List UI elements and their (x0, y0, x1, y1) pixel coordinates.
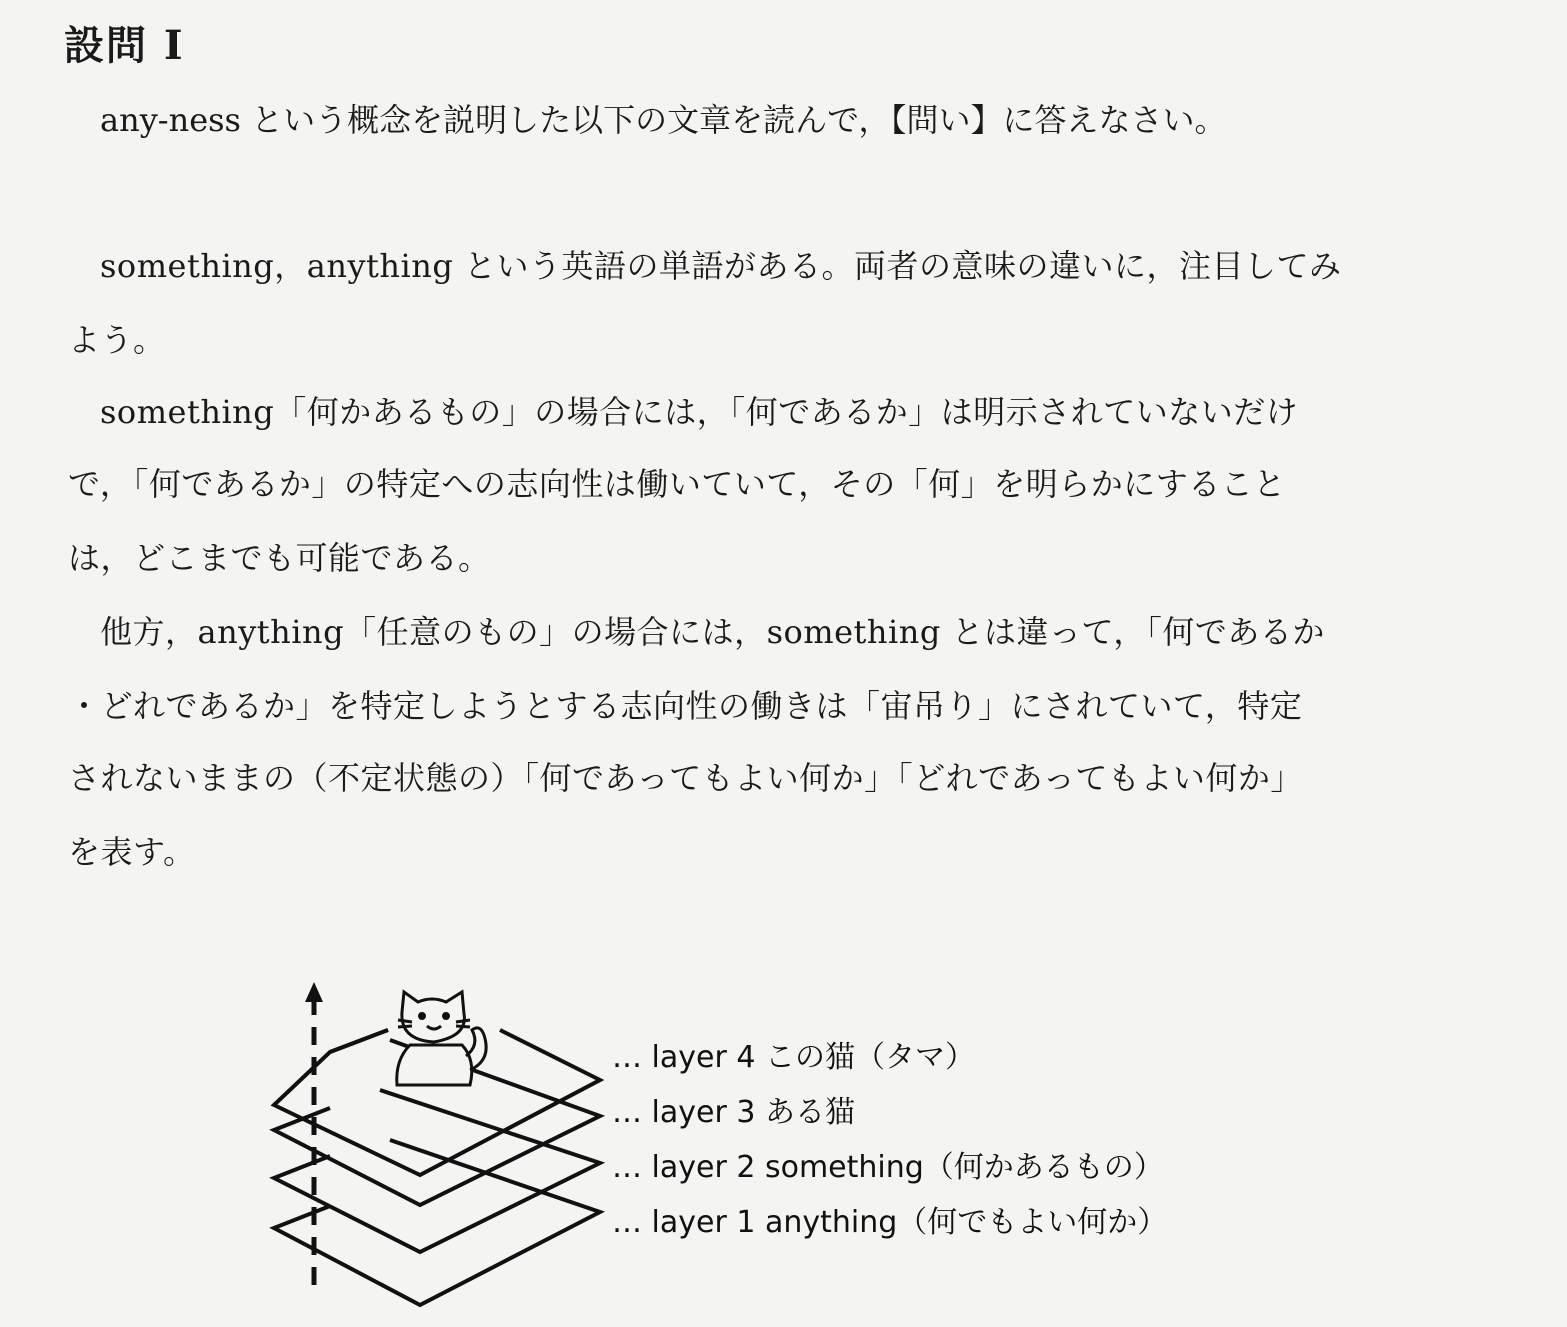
up-arrow-icon (305, 982, 323, 1285)
layer-diagram (0, 960, 1567, 1327)
layer-label-2: … layer 2 something（何かあるもの） (612, 1150, 1164, 1185)
passage-line: よう。 (68, 321, 166, 359)
instruction-text: any-ness という概念を説明した以下の文章を読んで，【問い】に答えなさい。 (100, 101, 1227, 139)
question-heading: 設問 I (64, 22, 185, 69)
passage-line: something「何かあるもの」の場合には，「何であるか」は明示されていないだけ (100, 393, 1299, 431)
passage-line: を表す。 (68, 833, 196, 871)
passage-line: で，「何であるか」の特定への志向性は働いていて，その「何」を明らかにすること (68, 465, 1286, 503)
layer-label-1: … layer 1 anything（何でもよい何か） (612, 1205, 1168, 1240)
passage-line: 他方，anything「任意のもの」の場合には，something とは違って，「何であるか (100, 613, 1325, 651)
layer-label-4: … layer 4 この猫（タマ） (612, 1040, 975, 1075)
passage-line: は，どこまでも可能である。 (68, 539, 491, 577)
passage-line: されないままの（不定状態の）「何であってもよい何か」「どれであってもよい何か」 (68, 759, 1303, 797)
layer-plane-4-back-left (330, 1030, 388, 1052)
passage-line: something，anything という英語の単語がある。両者の意味の違いに，注目してみ (100, 247, 1342, 285)
passage-line: ・どれであるか」を特定しようとする志向性の働きは「宙吊り」にされていて，特定 (68, 687, 1303, 725)
cat-icon (397, 992, 486, 1085)
layer-label-3: … layer 3 ある猫 (612, 1095, 855, 1130)
layer-plane-2 (274, 1090, 600, 1252)
